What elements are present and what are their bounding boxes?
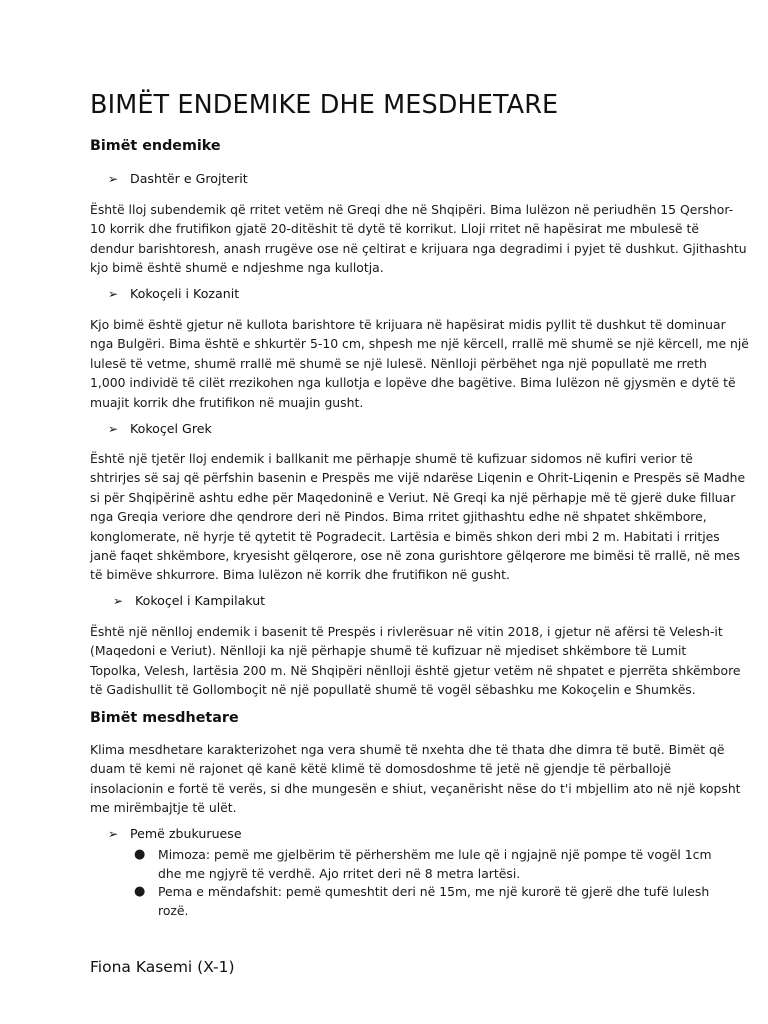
- subheading-item: [113, 593, 265, 608]
- round-bullet-icon: ●: [134, 847, 146, 862]
- text-line: kjo bimë është shumë e ndjeshme nga kullotja.: [90, 260, 384, 276]
- text-line: Klima mesdhetare karakterizohet nga vera shumë të nxehta dhe të thata dhe dimra të butë. Bimët që: [90, 742, 725, 757]
- subheading-item: [108, 826, 242, 841]
- text-line: (Maqedoni e Veriut). Nënlloji ka një përhapje shumë të kufizuar në mjediset shkëmbore të Lumit: [90, 643, 687, 659]
- text-line: Topolka, Velesh, lartësia 200 m. Në Shqipëri nënlloji është gjetur vetëm në shpatet e pjerrëta shkëmbore: [90, 662, 741, 678]
- text-line: 1,000 individë të cilët rrezikohen nga kullotja e lopëve dhe bagëtive. Bima lulëzon në gjysmën e dytë të: [90, 375, 736, 391]
- text-line: me mirëmbajtje të ulët.: [90, 800, 237, 816]
- text-line: nga Greqia veriore dhe qendrore deri në Pindos. Bima rritet gjithashtu edhe në shpatet shkëmbore,: [90, 509, 707, 525]
- list-item: [134, 883, 710, 921]
- subheading-item: [108, 421, 212, 436]
- text-line: duam të kemi në rajonet që kanë këtë klimë të domosdoshme të jetë në gjendje të përballojë: [90, 761, 672, 777]
- round-bullet-icon: ●: [134, 884, 146, 899]
- text-line: si për Shqipërinë ashtu edhe për Maqedoninë e Veriut. Në Greqi ka një përhapje më të gjerë duke filluar: [90, 489, 736, 505]
- arrowhead-bullet-icon: ➢: [113, 594, 124, 608]
- arrowhead-bullet-icon: ➢: [108, 172, 119, 186]
- text-line: insolacionin e fortë të verës, si dhe mungesën e shiut, veçanërisht nëse do t'i mbjellim ato në një kopsht: [90, 780, 741, 796]
- text-line: rozë.: [158, 902, 189, 918]
- text-line: Mimoza: pemë me gjelbërim të përhershëm me lule që i ngjajnë një pompe të vogël 1cm: [158, 847, 712, 862]
- text-line: muajit korrik dhe frutifikon në muajin gusht.: [90, 394, 364, 410]
- text-line: dhe me ngjyrë të verdhë. Ajo rritet deri në 8 metra lartësi.: [158, 865, 521, 881]
- text-line: Është një tjetër lloj endemik i ballkanit me përhapje shumë të kufizuar sidomos në kufiri verior të: [90, 451, 693, 466]
- text-line: konglomerate, në hyrje të qytetit të Pogradecit. Lartësia e bimës shkon deri mbi 2 m. Habitati i rritjes: [90, 528, 720, 544]
- paragraph: [90, 740, 741, 818]
- section-heading-endemic: Bimët endemike: [90, 138, 221, 154]
- item-name: Kokoçel Grek: [130, 421, 212, 436]
- item-name: Dashtër e Grojterit: [130, 171, 248, 186]
- text-line: nga Bulgëri. Bima është e shkurtër 5-10 cm, shpesh me një kërcell, rrallë më shumë se një kërcell, me një: [90, 336, 749, 352]
- paragraph: [90, 315, 749, 412]
- subheading-item: [108, 286, 239, 301]
- arrowhead-bullet-icon: ➢: [108, 287, 119, 301]
- text-line: shtrirjes së saj që përfshin basenin e Prespës me vijë ndarëse Liqenin e Ohrit-Liqenin e Prespës së Madhe: [90, 470, 746, 486]
- item-name: Kokoçel i Kampilakut: [135, 593, 266, 608]
- document-title: BIMËT ENDEMIKE DHE MESDHETARE: [90, 90, 559, 120]
- page-footer: Fiona Kasemi (X-1): [90, 958, 235, 976]
- text-line: lulesë të vetme, shumë rrallë më shumë se një lulesë. Nënlloji përbëhet nga një popullatë me rreth: [90, 355, 707, 371]
- paragraph: [90, 622, 741, 700]
- arrowhead-bullet-icon: ➢: [108, 422, 119, 436]
- arrowhead-bullet-icon: ➢: [108, 827, 119, 841]
- list-item-text: [158, 883, 709, 920]
- paragraph: [90, 449, 746, 585]
- text-line: të Gadishullit të Gollomboçit në një popullatë shumë të vogël sëbashku me Kokoçelin e Shumkës.: [90, 682, 696, 698]
- text-line: Është lloj subendemik që rritet vetëm në Greqi dhe në Shqipëri. Bima lulëzon në periudhën 15 Qershor-: [90, 202, 734, 217]
- text-line: janë faqet shkëmbore, kryesisht gëlqerore, ose në zona gurishtore gëlqerore me bimësi të rrallë, në mes: [90, 548, 741, 564]
- subheading-item: [108, 171, 248, 186]
- section-heading-mediterranean: Bimët mesdhetare: [90, 710, 239, 726]
- text-line: të bimëve shkurrore. Bima lulëzon në korrik dhe frutifikon në gusht.: [90, 567, 510, 583]
- item-name: Kokoçeli i Kozanit: [130, 286, 240, 301]
- text-line: Kjo bimë është gjetur në kullota barishtore të krijuara në hapësirat midis pyllit të dushkut të dominuar: [90, 317, 726, 332]
- list-item-text: [158, 846, 712, 883]
- text-line: dendur barishtoresh, anash rrugëve ose në çeltirat e krijuara nga degradimi i pyjet të dushkut. Gjithashtu: [90, 240, 747, 256]
- text-line: Pema e mëndafshit: pemë qumeshtit deri në 15m, me një kurorë të gjerë dhe tufë lulesh: [158, 884, 710, 899]
- paragraph: [90, 200, 747, 278]
- item-name: Pemë zbukuruese: [130, 826, 242, 841]
- text-line: 10 korrik dhe frutifikon gjatë 20-ditëshit të dytë të korrikut. Lloji rritet në hapësirat me mbulesë të: [90, 221, 699, 237]
- text-line: Është një nënlloj endemik i basenit të Prespës i rivlerësuar në vitin 2018, i gjetur në afërsi të Velesh-it: [90, 624, 723, 639]
- list-item: [134, 846, 712, 884]
